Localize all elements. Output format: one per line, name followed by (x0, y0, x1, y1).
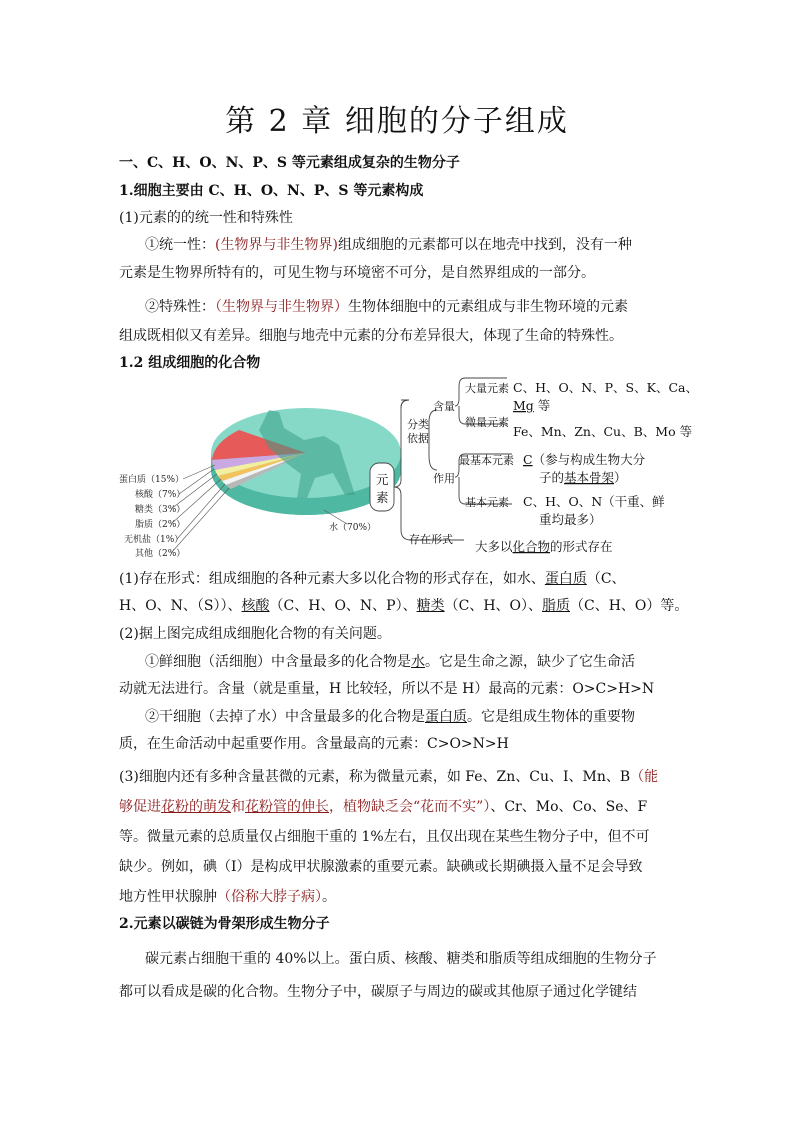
basic-value-1: C、H、O、N（干重、鲜 (523, 494, 665, 509)
basic-most-desc: （参与构成生物大分 (532, 452, 646, 467)
exist-form-text-h: （C、H、O）、 (444, 598, 543, 614)
content-label: 含量 (433, 400, 455, 413)
subheading-unity-specialty: (1)元素的的统一性和特殊性 (119, 210, 293, 226)
trace-line-1 (119, 768, 658, 786)
basic-most-desc-2c: ） (614, 470, 627, 485)
role-label: 作用 (433, 472, 455, 485)
trace-goiter: 地方性甲状腺肿 (119, 889, 217, 905)
exist-form-text-j: （C、H、O）等。 (570, 598, 689, 614)
legend-salt: 无机盐（1%） (124, 535, 184, 545)
dry-text-c: 。它是组成生物体的重要物 (467, 709, 635, 725)
fresh-line-2: 动就无法进行。含量（就是重量，H 比较轻，所以不是 H）最高的元素：O>C>H>N (119, 681, 655, 697)
major-value-mg: Mg (513, 398, 534, 413)
basic-label: 基本元素 (465, 496, 509, 509)
trace-line-4: 缺少。例如，碘（I）是构成甲状腺激素的重要元素。缺碘或长期碘摄入量不足会导致 (119, 859, 643, 875)
trace-text-a: (3)细胞内还有多种含量甚微的元素，称为微量元素，如 Fe、Zn、Cu、I、Mn、B (119, 769, 631, 785)
dry-line-1 (145, 708, 635, 726)
exist-label: 存在形式 (409, 533, 453, 546)
element-char-2: 素 (376, 490, 389, 505)
exist-form-text-f: （C、H、O、N、P）、 (269, 598, 417, 614)
trace-note-e: 和 (231, 799, 245, 815)
classify-label-2: 依据 (407, 432, 429, 445)
basic-value-2: 重均最多） (539, 512, 602, 527)
basic-most-skeleton: 基本骨架 (564, 470, 615, 485)
heading-1-1: 1.细胞主要由 C、H、O、N、P、S 等元素构成 (119, 183, 424, 199)
heading-1: 一、C、H、O、N、P、S 等元素组成复杂的生物分子 (119, 155, 460, 171)
minor-value: Fe、Mn、Zn、Cu、B、Mo 等 (513, 424, 693, 439)
trace-line-2 (119, 798, 647, 816)
special-label: ②特殊性： (145, 299, 215, 315)
heading-2: 2.元素以碳链为骨架形成生物分子 (119, 916, 330, 932)
special-note: （生物界与非生物界） (215, 299, 348, 315)
unity-label: ①统一性： (145, 237, 215, 253)
trace-pollen-tube: 花粉管的伸长 (245, 799, 329, 815)
fresh-line-1 (145, 653, 635, 671)
classify-label-1: 分类 (407, 418, 429, 431)
trace-pollen-germination: 花粉的萌发 (161, 799, 231, 815)
special-line-2: 组成既相似又有差异。细胞与地壳中元素的分布差异很大，体现了生命的特殊性。 (119, 328, 623, 344)
basic-most-c: C (523, 452, 533, 467)
dry-protein: 蛋白质 (425, 709, 467, 725)
legend-other: 其他（2%） (135, 549, 186, 559)
water-label: 水（70%） (329, 523, 377, 533)
basic-most-value-1 (523, 452, 646, 467)
exist-form-line-2 (119, 597, 688, 615)
trace-text-h: 、Cr、Mo、Co、Se、F (490, 799, 648, 815)
major-label: 大量元素 (465, 382, 509, 395)
special-line-1 (145, 298, 628, 316)
compound-diagram (119, 370, 698, 560)
exist-form-nucleic: 核酸 (241, 598, 270, 614)
trace-note-b: （能 (630, 769, 659, 785)
dry-line-2: 质，在生命活动中起重要作用。含量最高的元素：C>O>N>H (119, 736, 509, 752)
trace-goiter-note: （俗称大脖子病） (217, 889, 322, 905)
fresh-text-a: ①鲜细胞（活细胞）中含量最多的化合物是 (145, 654, 411, 670)
legend-protein: 蛋白质（15%） (119, 475, 185, 485)
exist-form-lipid: 脂质 (542, 598, 571, 614)
exist-form-text-a: (1)存在形式：组成细胞的各种元素大多以化合物的形式存在，如水、 (119, 571, 545, 587)
unity-text: 组成细胞的元素都可以在地壳中找到，没有一种 (337, 237, 632, 253)
exist-form-text-d: H、O、N、（S））、 (119, 598, 242, 614)
exist-value-c: 的形式存在 (550, 539, 613, 554)
unity-note: (生物界与非生物界) (215, 237, 338, 253)
trace-line-3: 等。微量元素的总质量仅占细胞干重的 1%左右，且仅出现在某些生物分子中，但不可 (119, 829, 650, 845)
diagram-svg (119, 370, 698, 560)
exist-form-protein: 蛋白质 (544, 571, 587, 587)
dry-text-a: ②干细胞（去掉了水）中含量最多的化合物是 (145, 709, 425, 725)
basic-most-value-2 (539, 470, 627, 485)
legend-lipid: 脂质（2%） (135, 520, 186, 530)
unity-line-1 (145, 236, 632, 254)
carbon-line-1: 碳元素占细胞干重的 40%以上。蛋白质、核酸、糖类和脂质等组成细胞的生物分子 (145, 951, 657, 967)
minor-label: 微量元素 (465, 416, 509, 429)
carbon-line-2: 都可以看成是碳的化合物。生物分子中，碳原子与周边的碳或其他原子通过化学键结 (119, 984, 637, 1000)
element-char-1: 元 (376, 472, 389, 487)
unity-line-2: 元素是生物界所特有的，可见生物与环境密不可分，是自然界组成的一部分。 (119, 265, 595, 281)
trace-note-g: ，植物缺乏会“花而不实”） (329, 799, 491, 815)
trace-period: 。 (322, 889, 336, 905)
legend-sugar: 糖类（3%） (135, 505, 186, 515)
basic-most-desc-2a: 子的 (539, 470, 565, 485)
trace-note-c: 够促进 (119, 799, 161, 815)
question-2: (2)据上图完成组成细胞化合物的有关问题。 (119, 626, 391, 642)
fresh-text-c: 。它是生命之源，缺少了它生命活 (425, 654, 635, 670)
exist-value (475, 539, 613, 554)
major-value-etc: 等 (533, 398, 551, 413)
exist-form-sugar: 糖类 (416, 598, 445, 614)
exist-form-line-1 (119, 570, 626, 588)
special-text: 生物体细胞中的元素组成与非生物环境的元素 (348, 299, 628, 315)
exist-form-text-c: （C、 (586, 571, 626, 587)
legend-nucleic: 核酸（7%） (135, 490, 186, 500)
exist-value-a: 大多以 (475, 539, 513, 554)
page-title: 第 2 章 细胞的分子组成 (225, 104, 569, 139)
heading-1-2: 1.2 组成细胞的化合物 (119, 355, 261, 371)
major-value-2 (513, 398, 550, 413)
exist-value-compound: 化合物 (512, 539, 551, 554)
fresh-water: 水 (411, 654, 425, 670)
basic-most-label: 最基本元素 (459, 454, 514, 467)
major-value-1: C、H、O、N、P、S、K、Ca、 (513, 380, 698, 395)
trace-line-5 (119, 888, 336, 906)
